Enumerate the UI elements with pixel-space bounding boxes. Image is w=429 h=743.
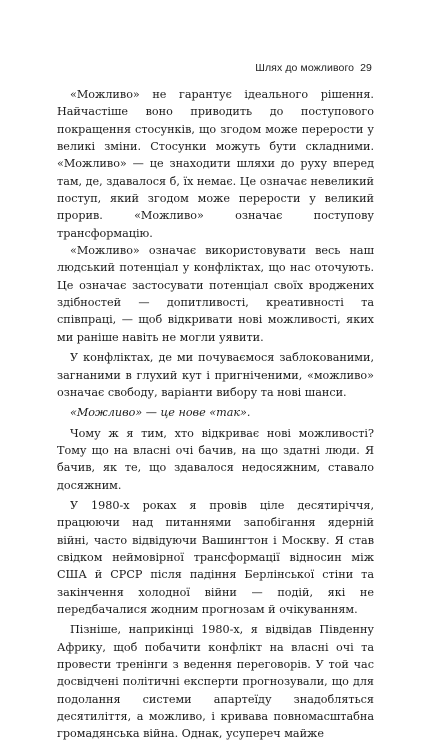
emphasized-line: «Можливо» — це нове «так». [70,406,251,420]
paragraph: «Можливо» означає використовувати весь наш людський потенціал у конфліктах, що нас оточують. Це означає застосувати потенціал своїх вроджених здібностей — допитливості, креативності та співпраці, — щоб відкривати нові можливості, яких ми раніше навіть не могли уявити. [57,244,374,344]
paragraph: Чому ж я тим, хто відкриває нові можливості? Тому що на власні очі бачив, на що здатні люди. Я бачив, як те, що здавалося недосяжним, ставало досяжним. [57,426,374,492]
running-header [255,62,372,74]
paragraph: «Можливо» не гарантує ідеального рішення. Найчастіше воно приводить до поступового покращення стосунків, що згодом може перерости у великі зміни. Стосунки можуть бути складними. «Можливо» — це знаходити шляхи до руху вперед там, де, здавалося б, їх немає. Це означає невеликий поступ, який згодом може перерости у великий прорив. «Можливо» означає поступову трансформацію. [57,88,375,240]
body-text [57,86,374,743]
paragraph: У конфліктах, де ми почуваємося заблокованими, загнаними в глухий кут і пригніченими, «можливо» означає свободу, варіанти вибору та нові шанси. [57,351,374,399]
running-title: Шлях до можливого [255,62,355,74]
paragraph: У 1980-х роках я провів ціле десятиріччя, працюючи над питаннями запобігання ядерній війні, часто відвідуючи Вашингтон і Москву. Я став свідком неймовірної трансформації відносин між США й СРСР після падіння Берлінської стіни та закінчення холодної війни — подій, які не передбачалися жодним прогнозам й очікуванням. [57,498,374,616]
page-number: 29 [360,62,372,74]
paragraph: Пізніше, наприкінці 1980-х, я відвідав Південну Африку, щоб побачити конфлікт на власні очі та провести тренінги з ведення переговорів. У той час досвідчені політичні експерти прогнозували, що для подолання системи апартеїду знадобляться десятиліття, а можливо, і кривава повномасштабна громадянська війна. Однак, усупереч майже [57,623,374,741]
